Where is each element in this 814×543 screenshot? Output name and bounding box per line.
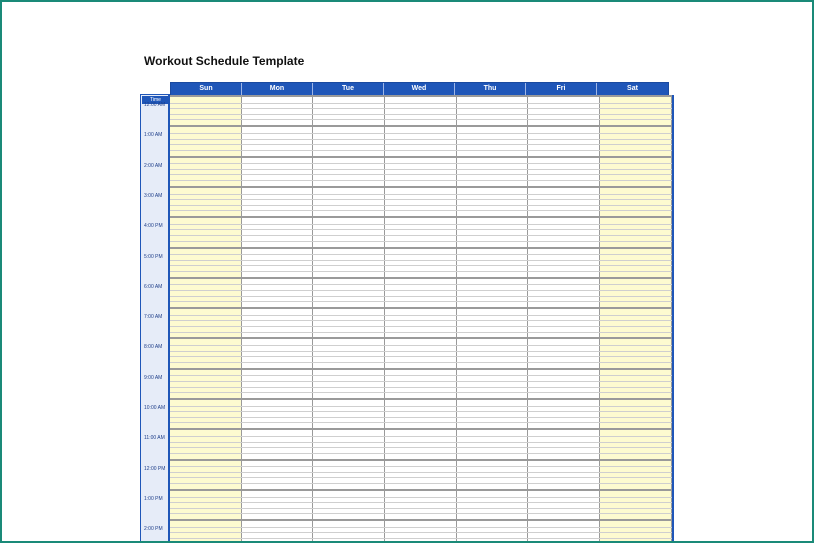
slot-divider	[170, 356, 672, 357]
slot-divider	[170, 497, 672, 498]
slot-divider	[170, 284, 672, 285]
time-label: 5:00 PM	[144, 253, 163, 260]
hour-divider	[170, 125, 672, 127]
slot-divider	[170, 483, 672, 484]
slot-divider	[170, 532, 672, 533]
time-label: 8:00 AM	[144, 344, 163, 351]
slot-divider	[170, 345, 672, 346]
hour-divider	[170, 247, 672, 249]
day-header-mon: Mon	[242, 83, 313, 95]
day-header-fri: Fri	[526, 83, 597, 95]
time-column	[140, 94, 170, 543]
slot-divider	[170, 513, 672, 514]
day-column-thu	[457, 95, 529, 543]
slot-divider	[170, 296, 672, 297]
slot-divider	[170, 271, 672, 272]
hour-divider	[170, 428, 672, 430]
slot-divider	[170, 332, 672, 333]
slot-divider	[170, 229, 672, 230]
slot-divider	[170, 290, 672, 291]
slot-divider	[170, 260, 672, 261]
day-column-mon	[242, 95, 314, 543]
hour-divider	[170, 519, 672, 521]
day-column-wed	[385, 95, 457, 543]
time-label: 1:00 AM	[144, 132, 163, 139]
schedule-grid	[170, 95, 674, 543]
day-header-row	[170, 82, 669, 96]
slot-divider	[170, 241, 672, 242]
slot-divider	[170, 320, 672, 321]
page-title: Workout Schedule Template	[144, 54, 305, 68]
day-header-thu: Thu	[455, 83, 526, 95]
slot-divider	[170, 477, 672, 478]
day-column-sat	[600, 95, 672, 543]
slot-divider	[170, 406, 672, 407]
slot-divider	[170, 119, 672, 120]
time-label: 2:00 PM	[144, 526, 163, 533]
time-label: 9:00 AM	[144, 374, 163, 381]
time-header: Time	[142, 96, 169, 104]
slot-divider	[170, 411, 672, 412]
slot-divider	[170, 133, 672, 134]
slot-divider	[170, 180, 672, 181]
hour-divider	[170, 368, 672, 370]
slot-divider	[170, 422, 672, 423]
hour-divider	[170, 186, 672, 188]
slot-divider	[170, 447, 672, 448]
slot-divider	[170, 453, 672, 454]
slot-divider	[170, 108, 672, 109]
hour-divider	[170, 459, 672, 461]
slot-divider	[170, 387, 672, 388]
time-label: 1:00 PM	[144, 495, 163, 502]
slot-divider	[170, 436, 672, 437]
hour-divider	[170, 95, 672, 97]
slot-divider	[170, 301, 672, 302]
day-column-tue	[313, 95, 385, 543]
hour-divider	[170, 489, 672, 491]
slot-divider	[170, 417, 672, 418]
slot-divider	[170, 508, 672, 509]
slot-divider	[170, 144, 672, 145]
slot-divider	[170, 527, 672, 528]
slot-divider	[170, 254, 672, 255]
time-label: 4:00 PM	[144, 223, 163, 230]
day-header-wed: Wed	[384, 83, 455, 95]
slot-divider	[170, 362, 672, 363]
time-label: 3:00 AM	[144, 192, 163, 199]
hour-divider	[170, 307, 672, 309]
slot-divider	[170, 375, 672, 376]
slot-divider	[170, 199, 672, 200]
slot-divider	[170, 205, 672, 206]
slot-divider	[170, 194, 672, 195]
slot-divider	[170, 381, 672, 382]
slot-divider	[170, 502, 672, 503]
slot-divider	[170, 163, 672, 164]
day-column-sun	[170, 95, 242, 543]
hour-divider	[170, 337, 672, 339]
time-label: 6:00 AM	[144, 283, 163, 290]
slot-divider	[170, 139, 672, 140]
day-header-sun: Sun	[171, 83, 242, 95]
slot-divider	[170, 169, 672, 170]
slot-divider	[170, 472, 672, 473]
hour-divider	[170, 277, 672, 279]
slot-divider	[170, 315, 672, 316]
slot-divider	[170, 150, 672, 151]
hour-divider	[170, 156, 672, 158]
day-column-fri	[529, 95, 601, 543]
time-label: 12:00 AM	[144, 102, 166, 108]
hour-divider	[170, 216, 672, 218]
slot-divider	[170, 265, 672, 266]
hour-divider	[170, 398, 672, 400]
time-label: 2:00 AM	[144, 162, 163, 169]
slot-divider	[170, 235, 672, 236]
slot-divider	[170, 442, 672, 443]
time-label: 11:00 AM	[144, 435, 165, 442]
schedule-sheet	[140, 82, 675, 543]
slot-divider	[170, 326, 672, 327]
time-label: 10:00 AM	[144, 405, 166, 411]
day-header-sat: Sat	[627, 85, 638, 92]
slot-divider	[170, 351, 672, 352]
slot-divider	[170, 224, 672, 225]
time-label: 12:00 PM	[144, 465, 166, 472]
day-header-tue: Tue	[313, 83, 384, 95]
slot-divider	[170, 538, 672, 539]
slot-divider	[170, 210, 672, 211]
slot-divider	[170, 103, 672, 104]
slot-divider	[170, 174, 672, 175]
slot-divider	[170, 392, 672, 393]
slot-divider	[170, 466, 672, 467]
time-label: 7:00 AM	[144, 314, 163, 321]
slot-divider	[170, 114, 672, 115]
